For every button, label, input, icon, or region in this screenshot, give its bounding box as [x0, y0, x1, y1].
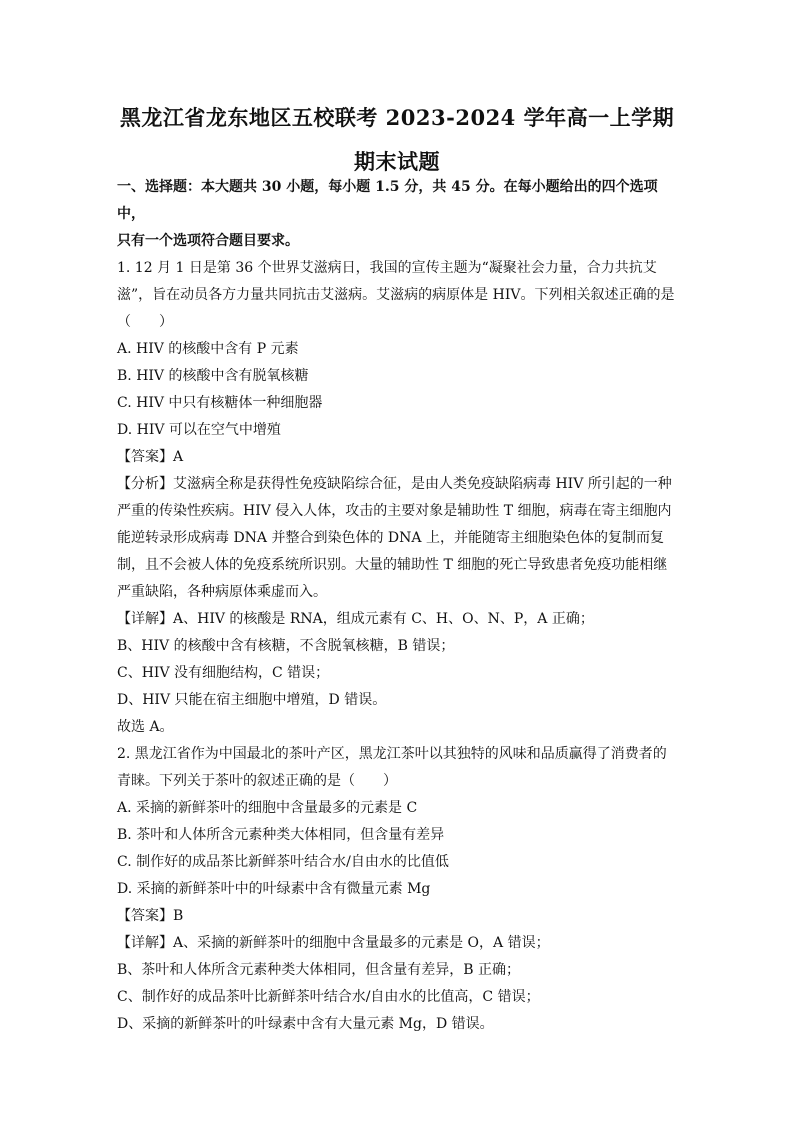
- q2-detail-line-3: C、制作好的成品茶叶比新鲜茶叶结合水/自由水的比值高，C 错误；: [117, 989, 540, 1005]
- q1-detail-line-1: 【详解】A、HIV 的核酸是 RNA，组成元素有 C、H、O、N、P，A 正确；: [117, 611, 594, 627]
- q1-analysis-line-2: 严重的传染性疾病。HIV 侵入人体，攻击的主要对象是辅助性 T 细胞，病毒在寄主细胞内: [117, 503, 672, 519]
- document-title-line-2: 期末试题: [354, 149, 440, 174]
- document-title-line-1: 黑龙江省龙东地区五校联考 2023-2024 学年高一上学期: [119, 105, 675, 130]
- section-instruction-line-2: 只有一个选项符合题目要求。: [117, 233, 299, 249]
- q1-detail-line-5: 故选 A。: [117, 719, 174, 735]
- q1-analysis-line-5: 严重缺陷，各种病原体乘虚而入。: [117, 584, 327, 600]
- q1-analysis-line-3: 能逆转录形成病毒 DNA 并整合到染色体的 DNA 上，并能随寄主细胞染色体的复制而复: [117, 530, 664, 546]
- q1-analysis-line-4: 制，且不会被人体的免疫系统所识别。大量的辅助性 T 细胞的死亡导致患者免疫功能相继: [117, 557, 668, 573]
- q1-stem-line-2: 滋”，旨在动员各方力量共同抗击艾滋病。艾滋病的病原体是 HIV。下列相关叙述正确的是: [117, 287, 675, 303]
- q1-detail-line-3: C、HIV 没有细胞结构，C 错误；: [117, 665, 330, 681]
- q1-analysis-line-1: 【分析】艾滋病全称是获得性免疫缺陷综合征，是由人类免疫缺陷病毒 HIV 所引起的一种: [117, 476, 672, 492]
- section-instruction-line-1: 一、选择题：本大题共 30 小题，每小题 1.5 分，共 45 分。在每小题给出的四个选项中，: [117, 179, 658, 222]
- q1-option-c: C. HIV 中只有核糖体一种细胞器: [117, 395, 323, 411]
- q1-option-b: B. HIV 的核酸中含有脱氧核糖: [117, 368, 309, 384]
- q2-option-b: B. 茶叶和人体所含元素种类大体相同，但含量有差异: [117, 827, 445, 843]
- q2-answer: 【答案】B: [117, 908, 184, 924]
- q2-detail-line-1: 【详解】A、采摘的新鲜茶叶的细胞中含量最多的元素是 O，A 错误；: [117, 935, 550, 951]
- q1-answer: 【答案】A: [117, 449, 184, 465]
- q2-option-c: C. 制作好的成品茶比新鲜茶叶结合水/自由水的比值低: [117, 854, 449, 870]
- document-body: [117, 174, 677, 1038]
- q2-stem-line-2: 青睐。下列关于茶叶的叙述正确的是（ ）: [117, 773, 397, 789]
- q1-option-d: D. HIV 可以在空气中增殖: [117, 422, 281, 438]
- q1-detail-line-4: D、HIV 只能在宿主细胞中增殖，D 错误。: [117, 692, 387, 708]
- q2-option-d: D. 采摘的新鲜茶叶中的叶绿素中含有微量元素 Mg: [117, 881, 431, 897]
- q1-stem-line-3: （ ）: [117, 314, 173, 330]
- q2-stem-line-1: 2. 黑龙江省作为中国最北的茶叶产区，黑龙江茶叶以其独特的风味和品质赢得了消费者的: [117, 746, 667, 762]
- q2-detail-line-2: B、茶叶和人体所含元素种类大体相同，但含量有差异，B 正确；: [117, 962, 521, 978]
- q1-detail-line-2: B、HIV 的核酸中含有核糖，不含脱氧核糖，B 错误；: [117, 638, 455, 654]
- q1-option-a: A. HIV 的核酸中含有 P 元素: [117, 341, 299, 357]
- q2-detail-line-4: D、采摘的新鲜茶叶的叶绿素中含有大量元素 Mg，D 错误。: [117, 1016, 494, 1032]
- q2-option-a: A. 采摘的新鲜茶叶的细胞中含量最多的元素是 C: [117, 800, 418, 816]
- q1-stem-line-1: 1. 12 月 1 日是第 36 个世界艾滋病日，我国的宣传主题为“凝聚社会力量，合力共抗艾: [117, 260, 657, 276]
